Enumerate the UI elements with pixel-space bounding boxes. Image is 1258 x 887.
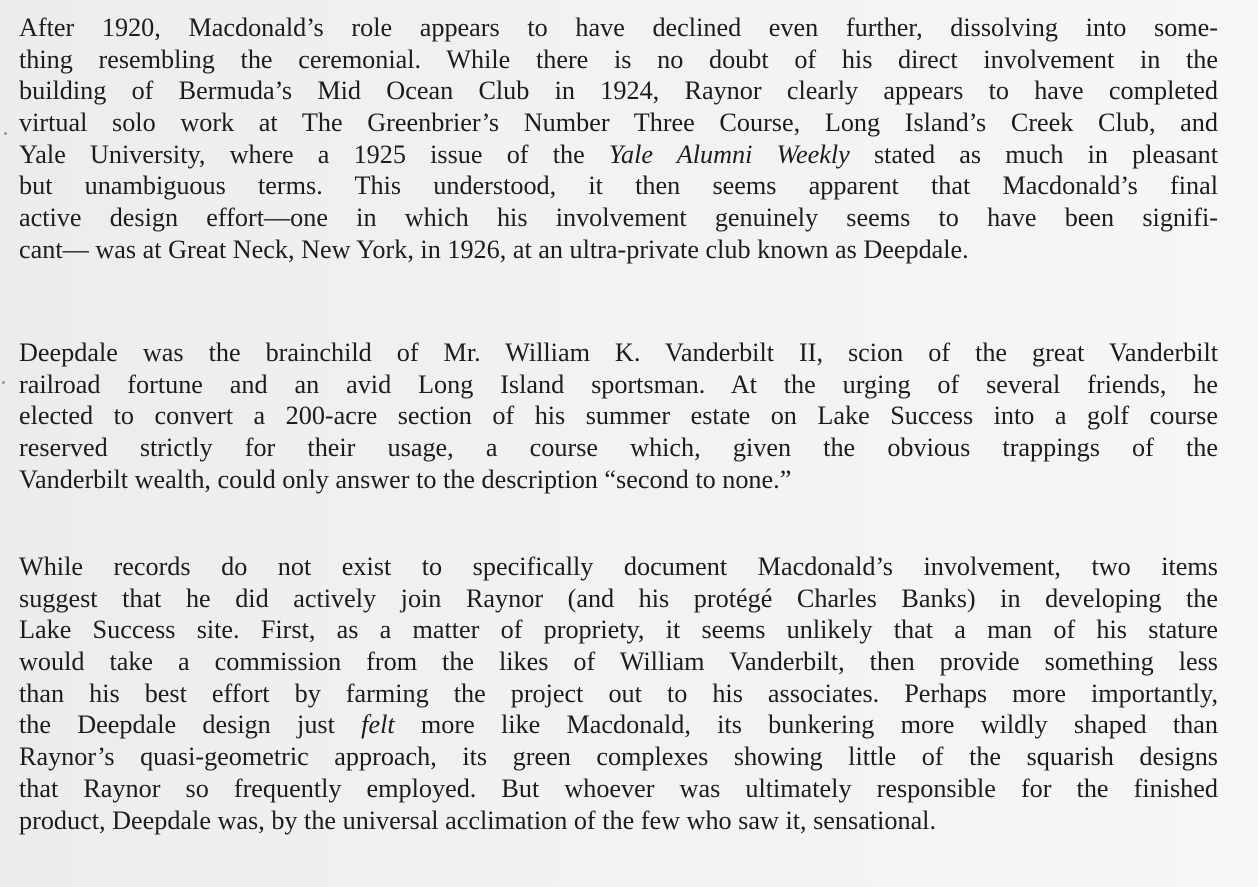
text-line: would take a commission from the likes of William Vanderbilt, then provide something less [19, 647, 1218, 677]
text-line: While records do not exist to specifically document Macdonald’s involvement, two items [19, 552, 1218, 581]
text-run: stated as much in pleasant [849, 139, 1218, 169]
text-line: but unambiguous terms. This understood, it then seems apparent that Macdonald’s final [19, 171, 1218, 201]
paragraph-3 [19, 551, 1218, 836]
text-line: building of Bermuda’s Mid Ocean Club in 1924, Raynor clearly appears to have completed [19, 76, 1218, 106]
text-line: Raynor’s quasi-geometric approach, its green complexes showing little of the squarish designs [19, 742, 1218, 772]
text-line [19, 139, 1218, 171]
italic-title: felt [361, 710, 395, 740]
text-line: suggest that he did actively join Raynor (and his protégé Charles Banks) in developing the [19, 583, 1218, 613]
text-run: more like Macdonald, its bunkering more wildly shaped than [394, 710, 1218, 740]
text-line: than his best effort by farming the project out to his associates. Perhaps more importantly, [19, 678, 1218, 708]
text-line: elected to convert a 200-acre section of his summer estate on Lake Success into a golf course [19, 401, 1218, 431]
text-line: After 1920, Macdonald’s role appears to have declined even further, dissolving into some- [19, 13, 1218, 42]
text-line: Vanderbilt wealth, could only answer to the description “second to none.” [19, 464, 792, 494]
paragraph-1 [19, 12, 1218, 266]
text-line: reserved strictly for their usage, a course which, given the obvious trappings of the [19, 433, 1218, 463]
italic-title: Yale Alumni Weekly [608, 139, 850, 169]
text-line [19, 709, 1218, 741]
text-line: Deepdale was the brainchild of Mr. William K. Vanderbilt II, scion of the great Vanderbilt [19, 338, 1218, 367]
text-line: that Raynor so frequently employed. But whoever was ultimately responsible for the finished [19, 773, 1218, 803]
text-line: cant— was at Great Neck, New York, in 1926, at an ultra-private club known as Deepdale. [19, 234, 969, 264]
text-line: virtual solo work at The Greenbrier’s Number Three Course, Long Island’s Creek Club, and [19, 108, 1218, 138]
text-line: product, Deepdale was, by the universal acclimation of the few who saw it, sensational. [19, 805, 937, 835]
text-line: Lake Success site. First, as a matter of propriety, it seems unlikely that a man of his stature [19, 615, 1218, 645]
scan-speck [2, 381, 5, 384]
text-line: active design effort—one in which his involvement genuinely seems to have been signifi- [19, 203, 1218, 233]
paragraph-2 [19, 337, 1218, 495]
text-line: railroad fortune and an avid Long Island sportsman. At the urging of several friends, he [19, 369, 1218, 399]
text-line: thing resembling the ceremonial. While there is no doubt of his direct involvement in the [19, 44, 1218, 74]
text-run: Yale University, where a 1925 issue of the [19, 139, 609, 169]
scan-speck [4, 132, 7, 135]
text-run: the Deepdale design just [19, 710, 362, 740]
